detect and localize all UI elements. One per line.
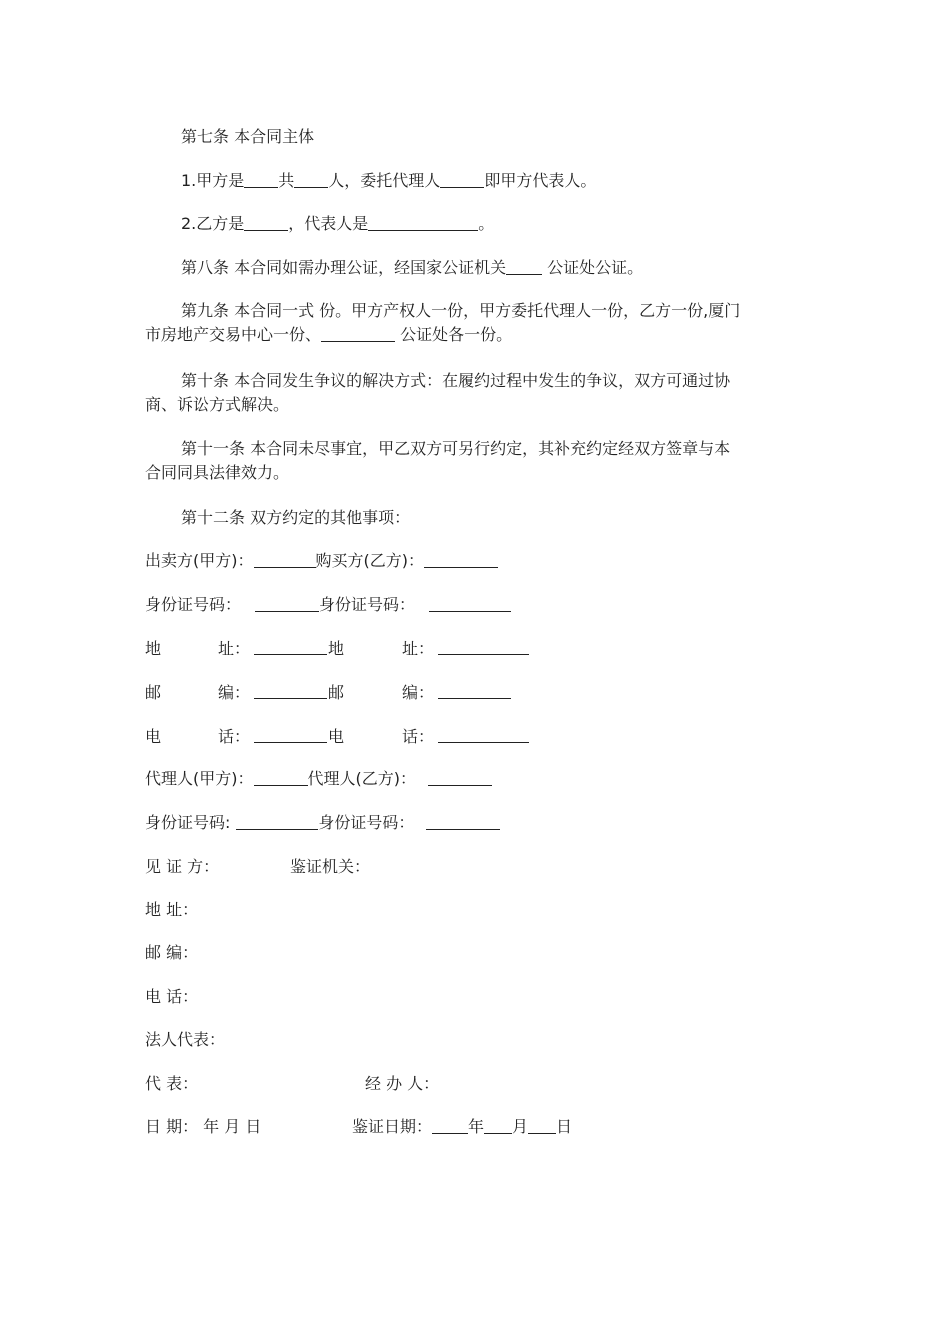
legal-representative: 法人代表： (145, 1030, 226, 1049)
article-8: 第八条 本合同如需办理公证，经国家公证机关 公证处公证。 (181, 258, 644, 277)
blank-field[interactable] (244, 214, 288, 231)
blank-field[interactable] (244, 171, 278, 188)
seller-agent-field[interactable] (254, 769, 308, 786)
notary-year-field[interactable] (432, 1117, 468, 1134)
notary-month-field[interactable] (484, 1117, 512, 1134)
buyer-field[interactable] (424, 551, 498, 568)
blank-field[interactable] (321, 325, 395, 342)
article-10-line-1: 第十条 本合同发生争议的解决方式：在履约过程中发生的争议，双方可通过协 (181, 371, 731, 390)
seller-postcode-field[interactable] (254, 682, 327, 699)
seller-address-field[interactable] (254, 638, 327, 655)
document-page: 第七条 本合同主体 1.甲方是 共 人，委托代理人 即甲方代表人。 2.乙方是 ，代表人是 。 第八条 本合同如需办理公证，经国家公证机关 公证处公证。 第九条 本合同一式 份。甲方产权人一份，甲方委托代理人一份，乙方一份,厦门 市房地产交易中心一份、 公证处各一份。 第十条 本合同发生争议的解决方式：在履约过程中发生的争议，双方可通过协 商、诉讼方式解决。 第十一条 本合同未尽事宜，甲乙双方可另行约定，其补充约定经双方签章与本 合同同具法律效力。 第十二条 双方约定的其他事项： 出卖方(甲方)： 购买方(乙方)： 身份证号码： 身份证号码： 地 址： 地 址： 邮 编： 邮 编： 电 话： 电 话： 代理人(甲方)： 代理人(乙方)： 身份证号码: 身份证号码： 见 证 方： 鉴证机关： 地 址： 邮 编： 电 话： 法人代表： 代 表： 经 办 人： 日 期： 年 月 日 鉴证日期： 年 月 日 (0, 0, 950, 1344)
witness-address: 地 址： (145, 900, 199, 919)
article-7-title: 第七条 本合同主体 (181, 127, 315, 146)
buyer-address-field[interactable] (438, 638, 529, 655)
agent-id-row: 身份证号码: 身份证号码： (145, 812, 810, 834)
article-12: 第十二条 双方约定的其他事项： (181, 508, 411, 527)
agent-row: 代理人(甲方)： 代理人(乙方)： (145, 768, 810, 790)
witness-phone: 电 话： (145, 987, 199, 1006)
buyer-postcode-field[interactable] (438, 682, 511, 699)
seller-agent-id-field[interactable] (236, 813, 318, 830)
blank-field[interactable] (368, 214, 478, 231)
seller-buyer-row: 出卖方(甲方)： 购买方(乙方)： (145, 550, 810, 572)
article-9-line-2: 市房地产交易中心一份、 公证处各一份。 (145, 325, 513, 344)
buyer-agent-id-field[interactable] (426, 813, 500, 830)
buyer-id-field[interactable] (429, 595, 511, 612)
seller-field[interactable] (254, 551, 316, 568)
buyer-agent-field[interactable] (428, 769, 492, 786)
article-9-line-1: 第九条 本合同一式 份。甲方产权人一份，甲方委托代理人一份，乙方一份,厦门 (181, 301, 741, 320)
blank-field[interactable] (294, 171, 328, 188)
article-11-line-2: 合同同具法律效力。 (145, 463, 290, 482)
article-7-item-1: 1.甲方是 共 人，委托代理人 即甲方代表人。 (181, 171, 597, 190)
article-7-item-2: 2.乙方是 ，代表人是 。 (181, 214, 495, 233)
article-10-line-2: 商、诉讼方式解决。 (145, 395, 290, 414)
id-number-row: 身份证号码： 身份证号码： (145, 594, 810, 616)
article-11-line-1: 第十一条 本合同未尽事宜，甲乙双方可另行约定，其补充约定经双方签章与本 (181, 439, 731, 458)
seller-phone-field[interactable] (254, 726, 327, 743)
seller-id-field[interactable] (255, 595, 319, 612)
blank-field[interactable] (440, 171, 484, 188)
blank-field[interactable] (506, 258, 542, 275)
witness-postcode: 邮 编： (145, 943, 199, 962)
buyer-phone-field[interactable] (438, 726, 529, 743)
notary-day-field[interactable] (528, 1117, 556, 1134)
